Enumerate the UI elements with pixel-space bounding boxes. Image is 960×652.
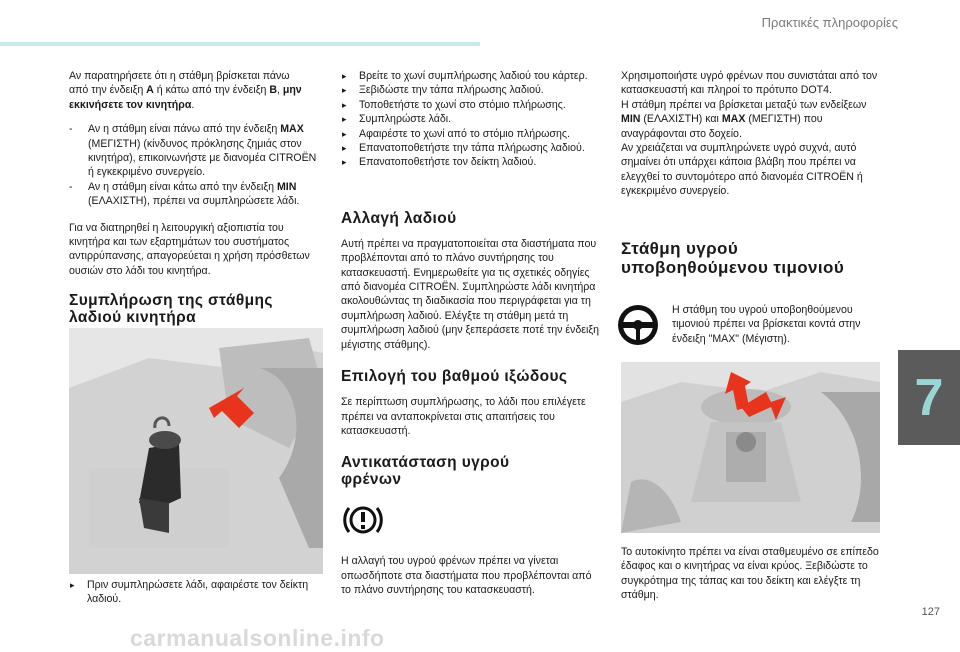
oil-grade-text: Σε περίπτωση συμπλήρωσης, το λάδι που επιλέγετε πρέπει να ανταποκρίνεται στις απαιτήσεις του κατασκευαστή.: [341, 396, 586, 437]
fluid-level-text-2: (ΕΛΑΧΙΣΤΗ) και: [640, 113, 722, 126]
item-text: Αν η στάθμη είναι πάνω από την ένδειξη: [88, 123, 281, 136]
brake-fluid-text: Η αλλαγή του υγρού φρένων πρέπει να γίνεται οπωσδήποτε στα διαστήματα που προβλέπονται από το πλάνο συντήρησης του κατασκευαστή.: [341, 555, 592, 597]
header-accent-bar: [0, 42, 480, 46]
power-steering-text: Η στάθμη του υγρού υποβοηθούμενου τιμονιού πρέπει να βρίσκεται κοντά στην ένδειξη "MAX" (Μέγιστη).: [672, 304, 861, 345]
oil-top-up-steps: [341, 69, 599, 170]
brake-fluid-spec: [621, 69, 879, 199]
dash-item-min: [69, 180, 323, 209]
intro-end: .: [191, 98, 195, 111]
oil-filler-photo: [69, 328, 323, 574]
fluid-spec-text: Χρησιμοποιήστε υγρό φρένων που συνιστάται από τον κατασκευαστή και πληροί το πρότυπο DOT4.: [621, 70, 878, 97]
heading-oil-grade: Επιλογή του βαθμού ιξώδους: [341, 368, 568, 386]
do-not-start-warning: μην εκκινήσετε τον κινητήρα: [69, 84, 302, 111]
max-label: MAX: [280, 123, 304, 136]
max-label: MAX: [721, 113, 746, 126]
steering-wheel-symbol: [616, 303, 660, 347]
oil-change-text: Αυτή πρέπει να πραγματοποιείται στα διαστήματα που προβλέπονται από το πλάνο συντήρησης του κατασκευαστή. Ενημερωθείτε για τις σχετικές οδηγίες από διανομέα CITROËN. Συμπληρώστε λάδι κινητήρα ακολουθώντας τη διαδικασία που περιγράφεται για τη συμπλήρωση λαδιού. Ελέγξτε τη στάθμη μετά τη συμπλήρωση λαδιού (μην ξεπεράσετε ποτέ την ένδειξη μέγιστης στάθμης).: [341, 237, 599, 351]
steering-wheel-icon: [616, 303, 660, 347]
power-steering-caption: Το αυτοκίνητο πρέπει να είναι σταθμευμένο σε επίπεδο έδαφος και ο κινητήρας να είναι κρύος. Ξεβιδώστε το συγκρότημα της τάπας και του δείκτη και ελέγξτε τη στάθμη.: [621, 546, 879, 602]
fluid-level-text-3: (ΜΕΓΙΣΤΗ) που αναγράφονται στο δοχείο.: [621, 113, 823, 140]
oil-level-intro: [69, 69, 323, 112]
min-label: MIN: [621, 113, 641, 126]
column-1: [69, 69, 323, 336]
mark-a: A: [146, 84, 154, 97]
fluid-level-text: Η στάθμη πρέπει να βρίσκεται μεταξύ των ενδείξεων: [621, 98, 867, 111]
item-text-rest: (ΕΛΑΧΙΣΤΗ), πρέπει να συμπληρώσετε λάδι.: [88, 195, 300, 208]
list-item: ▸ Αφαιρέστε το χωνί από το στόμιο πλήρωσης.: [341, 127, 599, 141]
oil-photo-caption: [69, 578, 323, 617]
intro-text: Αν παρατηρήσετε ότι η στάθμη βρίσκεται πάνω: [69, 70, 290, 82]
page-number: 127: [921, 606, 940, 618]
power-steering-illustration: [621, 362, 880, 533]
mark-b: B: [269, 84, 277, 97]
list-item: ▸ Επανατοποθετήστε την τάπα πλήρωσης λαδιού.: [341, 141, 599, 155]
column-2: [341, 69, 599, 608]
intro-text-3: ή κάτω από την ένδειξη: [153, 84, 270, 97]
chapter-tab: [898, 350, 960, 445]
section-header: Πρακτικές πληροφορίες: [761, 15, 898, 30]
heading-brake-fluid: Αντικατάσταση υγρού φρένων: [341, 454, 510, 489]
list-item: ▸ Συμπληρώστε λάδι.: [341, 112, 599, 126]
heading-oil-top-up: Συμπλήρωση της στάθμης λαδιού κινητήρα: [69, 292, 273, 327]
brake-warning-icon: [341, 498, 385, 542]
dash-item-max: [69, 122, 323, 180]
list-item: ▸ Επανατοποθετήστε τον δείκτη λαδιού.: [341, 155, 599, 169]
heading-power-steering: Στάθμη υγρού υποβοηθούμενου τιμονιού: [621, 238, 845, 277]
min-label: MIN: [276, 180, 297, 193]
caption-step: ▸ Πριν συμπληρώσετε λάδι, αφαιρέστε τον δείκτη λαδιού.: [69, 578, 323, 607]
oil-filler-illustration: [69, 328, 323, 574]
chapter-number: 7: [914, 369, 944, 427]
list-item: ▸ Βρείτε το χωνί συμπλήρωσης λαδιού του κάρτερ.: [341, 69, 599, 83]
additive-warning: Για να διατηρηθεί η λειτουργική αξιοπιστία του κινητήρα και των εξαρτημάτων του συστήματος αντιρρύπανσης, απαγορεύεται η χρήση πρόσθετων ουσιών στο λάδι του κινητήρα.: [69, 221, 310, 277]
list-item: ▸ Ξεβιδώστε την τάπα πλήρωσης λαδιού.: [341, 83, 599, 97]
intro-text-2: από την ένδειξη: [69, 84, 147, 97]
fluid-topup-warning: Αν χρειάζεται να συμπληρώνετε υγρό συχνά, αυτό σημαίνει ότι υπάρχει κάποια βλάβη που πρέπει να ελεγχθεί το συντομότερο από διανομέα CITROËN ή εγκεκριμένο συνεργείο.: [621, 142, 863, 198]
heading-oil-change: Αλλαγή λαδιού: [341, 209, 457, 227]
intro-sep: ,: [276, 84, 283, 97]
list-item: ▸ Τοποθετήστε το χωνί στο στόμιο πλήρωσης.: [341, 98, 599, 112]
item-text: Αν η στάθμη είναι κάτω από την ένδειξη: [88, 180, 277, 193]
item-text-rest: (ΜΕΓΙΣΤΗ) (κίνδυνος πρόκλησης ζημιάς στον κινητήρα), επικοινωνήστε με διανομέα CITROËN ή εγκεκριμένο συνεργείο.: [88, 137, 317, 179]
power-steering-photo: [621, 362, 880, 533]
brake-warning-symbol: [341, 498, 599, 546]
watermark: carmanualsonline.info: [130, 625, 385, 651]
column-3: [621, 69, 879, 287]
